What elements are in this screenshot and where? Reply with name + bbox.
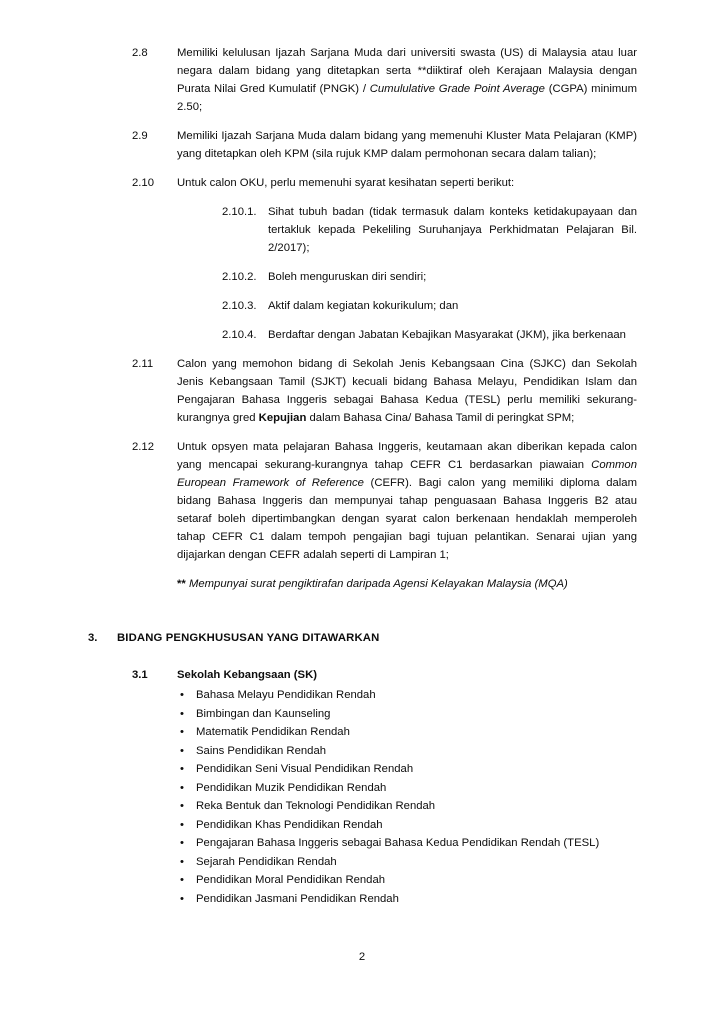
text-run: Untuk opsyen mata pelajaran Bahasa Inggeris, keutamaan akan diberikan kepada calon yang mencapai sekurang-kurangnya tahap CEFR C1 berdasarkan piawaian — [177, 441, 637, 471]
bullet-icon: • — [180, 874, 184, 886]
footnote-text: Mempunyai surat pengiktirafan daripada Agensi Kelayakan Malaysia (MQA) — [188, 578, 568, 590]
subclause-text: Berdaftar dengan Jabatan Kebajikan Masyarakat (JKM), jika berkenaan — [268, 329, 626, 341]
clause-paragraph — [177, 44, 637, 116]
clause-text — [177, 174, 637, 344]
subsection-number: 3.1 — [132, 669, 148, 681]
list-item-label: Pendidikan Muzik Pendidikan Rendah — [196, 781, 387, 794]
bullet-icon: • — [180, 837, 184, 849]
clause-item — [0, 174, 724, 344]
subclause-item — [177, 203, 637, 257]
subsection-heading — [0, 666, 724, 684]
clause-text — [177, 355, 637, 427]
bullet-icon: • — [180, 818, 184, 831]
list-item — [0, 779, 724, 797]
bullet-icon: • — [180, 892, 184, 905]
bullet-icon: • — [180, 744, 184, 757]
clause-item — [0, 127, 724, 163]
section-heading — [0, 629, 724, 647]
section-number: 3. — [88, 632, 98, 644]
subclause-item — [177, 297, 637, 315]
list-item-label: Sains Pendidikan Rendah — [196, 744, 327, 757]
clause-number: 2.9 — [132, 130, 148, 142]
text-run: (CEFR). Bagi calon yang memiliki diploma dalam bidang Bahasa Inggeris dan mempunyai tahap penguasaan Bahasa Inggeris B2 atau setaraf boleh dipertimbangkan dengan syarat calon berkenaan hendaklah memperoleh tahap CEFR C1 dalam tempoh pengajian bagi tujuan pelantikan. Senarai ujian yang dijajarkan dengan CEFR adalah seperti di Lampiran 1; — [177, 477, 637, 561]
subclause-item — [177, 268, 637, 286]
clause-item — [0, 355, 724, 427]
subclause-text: Aktif dalam kegiatan kokurikulum; dan — [268, 300, 459, 312]
list-item-label: Bimbingan dan Kaunseling — [196, 707, 331, 720]
bullet-icon: • — [180, 726, 184, 738]
clause-item — [0, 44, 724, 116]
bullet-icon: • — [180, 781, 184, 794]
clause-text — [177, 127, 637, 163]
italic-run: Cumululative Grade Point Average — [369, 83, 545, 95]
italic-run: Common European Framework of Reference — [177, 459, 637, 489]
list-item — [0, 705, 724, 723]
clause-paragraph — [177, 174, 637, 192]
clause-list — [0, 44, 724, 564]
list-item-label: Bahasa Melayu Pendidikan Rendah — [196, 689, 376, 701]
list-item — [0, 723, 724, 741]
footnote — [0, 575, 724, 593]
clause-number: 2.12 — [132, 441, 154, 453]
clause-paragraph — [177, 438, 637, 564]
text-run: Memiliki Ijazah Sarjana Muda dalam bidang yang memenuhi Kluster Mata Pelajaran (KMP) yang ditetapkan oleh KPM (sila rujuk KMP dalam permohonan secara dalam talian); — [177, 130, 637, 160]
clause-text — [177, 44, 637, 116]
list-item — [0, 797, 724, 815]
list-item-label: Pendidikan Khas Pendidikan Rendah — [196, 818, 383, 831]
list-item-label: Matematik Pendidikan Rendah — [196, 726, 350, 738]
list-item — [0, 834, 724, 852]
subclause-number: 2.10.3. — [222, 300, 257, 312]
list-item — [0, 760, 724, 778]
subsection-title: Sekolah Kebangsaan (SK) — [177, 669, 317, 681]
text-run: Calon yang memohon bidang di Sekolah Jenis Kebangsaan Cina (SJKC) dan Sekolah Jenis Kebangsaan Tamil (SJKT) kecuali bidang Bahasa Melayu, Pendidikan Islam dan Pengajaran Bahasa Inggeris sebagai Bahasa Kedua (TESL) perlu memiliki sekurang-kurangnya gred — [177, 358, 637, 424]
list-item-label: Pendidikan Jasmani Pendidikan Rendah — [196, 892, 399, 905]
list-item — [0, 853, 724, 871]
clause-number: 2.10 — [132, 177, 154, 189]
bullet-icon: • — [180, 689, 184, 701]
list-item — [0, 890, 724, 908]
subclause-text: Boleh menguruskan diri sendiri; — [268, 271, 427, 283]
text-run: dalam Bahasa Cina/ Bahasa Tamil di peringkat SPM; — [306, 412, 575, 424]
subclause-item — [177, 326, 637, 344]
section-title: BIDANG PENGKHUSUSAN YANG DITAWARKAN — [117, 632, 380, 644]
text-run: Untuk calon OKU, perlu memenuhi syarat kesihatan seperti berikut: — [177, 177, 515, 189]
list-item — [0, 686, 724, 704]
bullet-icon: • — [180, 707, 184, 720]
list-item-label: Pendidikan Moral Pendidikan Rendah — [196, 874, 386, 886]
clause-paragraph — [177, 355, 637, 427]
clause-paragraph — [177, 127, 637, 163]
text-run: (CGPA) minimum 2.50; — [177, 83, 637, 113]
list-item-label: Pengajaran Bahasa Inggeris sebagai Bahasa Kedua Pendidikan Rendah (TESL) — [196, 837, 600, 849]
bullet-icon: • — [180, 800, 184, 812]
clause-number: 2.11 — [132, 358, 154, 370]
page-content — [0, 44, 724, 908]
page-number: 2 — [358, 951, 366, 963]
subclause-number: 2.10.1. — [222, 206, 257, 218]
bullet-icon: • — [180, 763, 184, 775]
bullet-icon: • — [180, 855, 184, 868]
subclause-number: 2.10.2. — [222, 271, 257, 283]
clause-item — [0, 438, 724, 564]
list-item-label: Reka Bentuk dan Teknologi Pendidikan Rendah — [196, 800, 436, 812]
clause-number: 2.8 — [132, 47, 148, 59]
bold-run: Kepujian — [258, 412, 307, 424]
subclause-list — [177, 203, 637, 344]
subclause-text: Sihat tubuh badan (tidak termasuk dalam konteks ketidakupayaan dan tertakluk kepada Pekeliling Suruhanjaya Perkhidmatan Pelajaran Bil. 2/2017); — [268, 206, 637, 254]
list-item — [0, 742, 724, 760]
footnote-marker: ** — [177, 578, 186, 590]
subclause-number: 2.10.4. — [222, 329, 257, 341]
clause-text — [177, 438, 637, 564]
text-run: Memiliki kelulusan Ijazah Sarjana Muda dari universiti swasta (US) di Malaysia atau luar negara dalam bidang yang ditetapkan serta **diiktiraf oleh Kerajaan Malaysia dengan Purata Nilai Gred Kumulatif (PNGK) / — [177, 47, 637, 95]
list-item-label: Pendidikan Seni Visual Pendidikan Rendah — [196, 763, 414, 775]
specialisation-list — [0, 686, 724, 908]
list-item — [0, 816, 724, 834]
list-item-label: Sejarah Pendidikan Rendah — [196, 855, 337, 868]
list-item — [0, 871, 724, 889]
